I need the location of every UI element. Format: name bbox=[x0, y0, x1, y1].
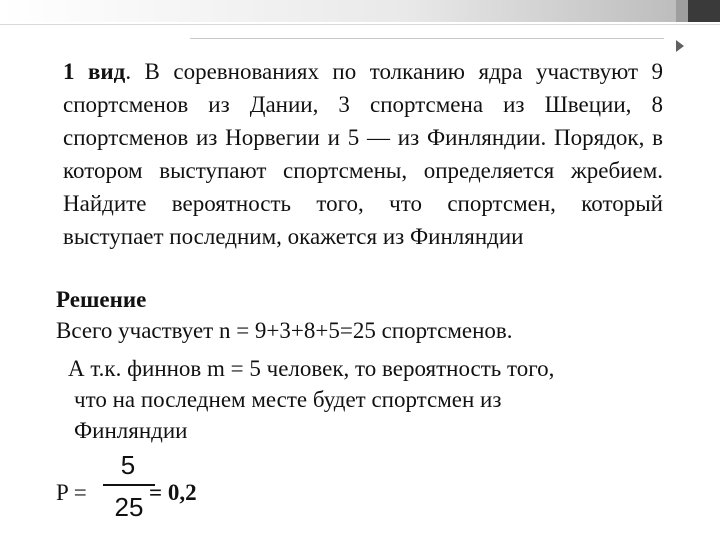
header-divider bbox=[0, 24, 720, 25]
slide-header-bar bbox=[0, 0, 720, 22]
title-divider bbox=[190, 38, 664, 39]
formula-lhs: P = bbox=[56, 480, 87, 505]
probability-formula bbox=[56, 448, 356, 528]
formula-result: = 0,2 bbox=[149, 480, 197, 505]
fraction-bar bbox=[103, 484, 155, 486]
header-corner-accent bbox=[676, 0, 688, 22]
problem-kind: вид bbox=[88, 59, 126, 84]
solution-probability-paragraph bbox=[56, 353, 674, 446]
solution-line-3: что на последнем месте будет спортсмен из bbox=[74, 387, 502, 412]
problem-text: . В соревнованиях по толканию ядра участвуют 9 спортсменов из Дании, 3 спортсмена из Швеции, 8 спортсменов из Норвегии и 5 — из Финляндии. Порядок, в котором выступают спортсмены, определяется жребием. Найдите вероятность того, что спортсмен, который выступает последним, окажется из Финляндии bbox=[63, 59, 664, 249]
header-gradient bbox=[0, 0, 676, 22]
solution-line-2: А т.к. финнов m = 5 человек, то вероятность того, bbox=[68, 356, 555, 381]
solution-line-4: Финляндии bbox=[74, 418, 188, 443]
fraction-numerator: 5 bbox=[120, 450, 136, 480]
solution-total-line: Всего участвует n = 9+3+8+5=25 спортсменов. bbox=[56, 318, 513, 343]
problem-number: 1 bbox=[63, 59, 75, 84]
fraction-denominator: 25 bbox=[114, 492, 144, 522]
triangle-marker-icon bbox=[676, 40, 684, 52]
problem-statement bbox=[63, 55, 663, 253]
solution-title: Решение bbox=[56, 287, 147, 312]
